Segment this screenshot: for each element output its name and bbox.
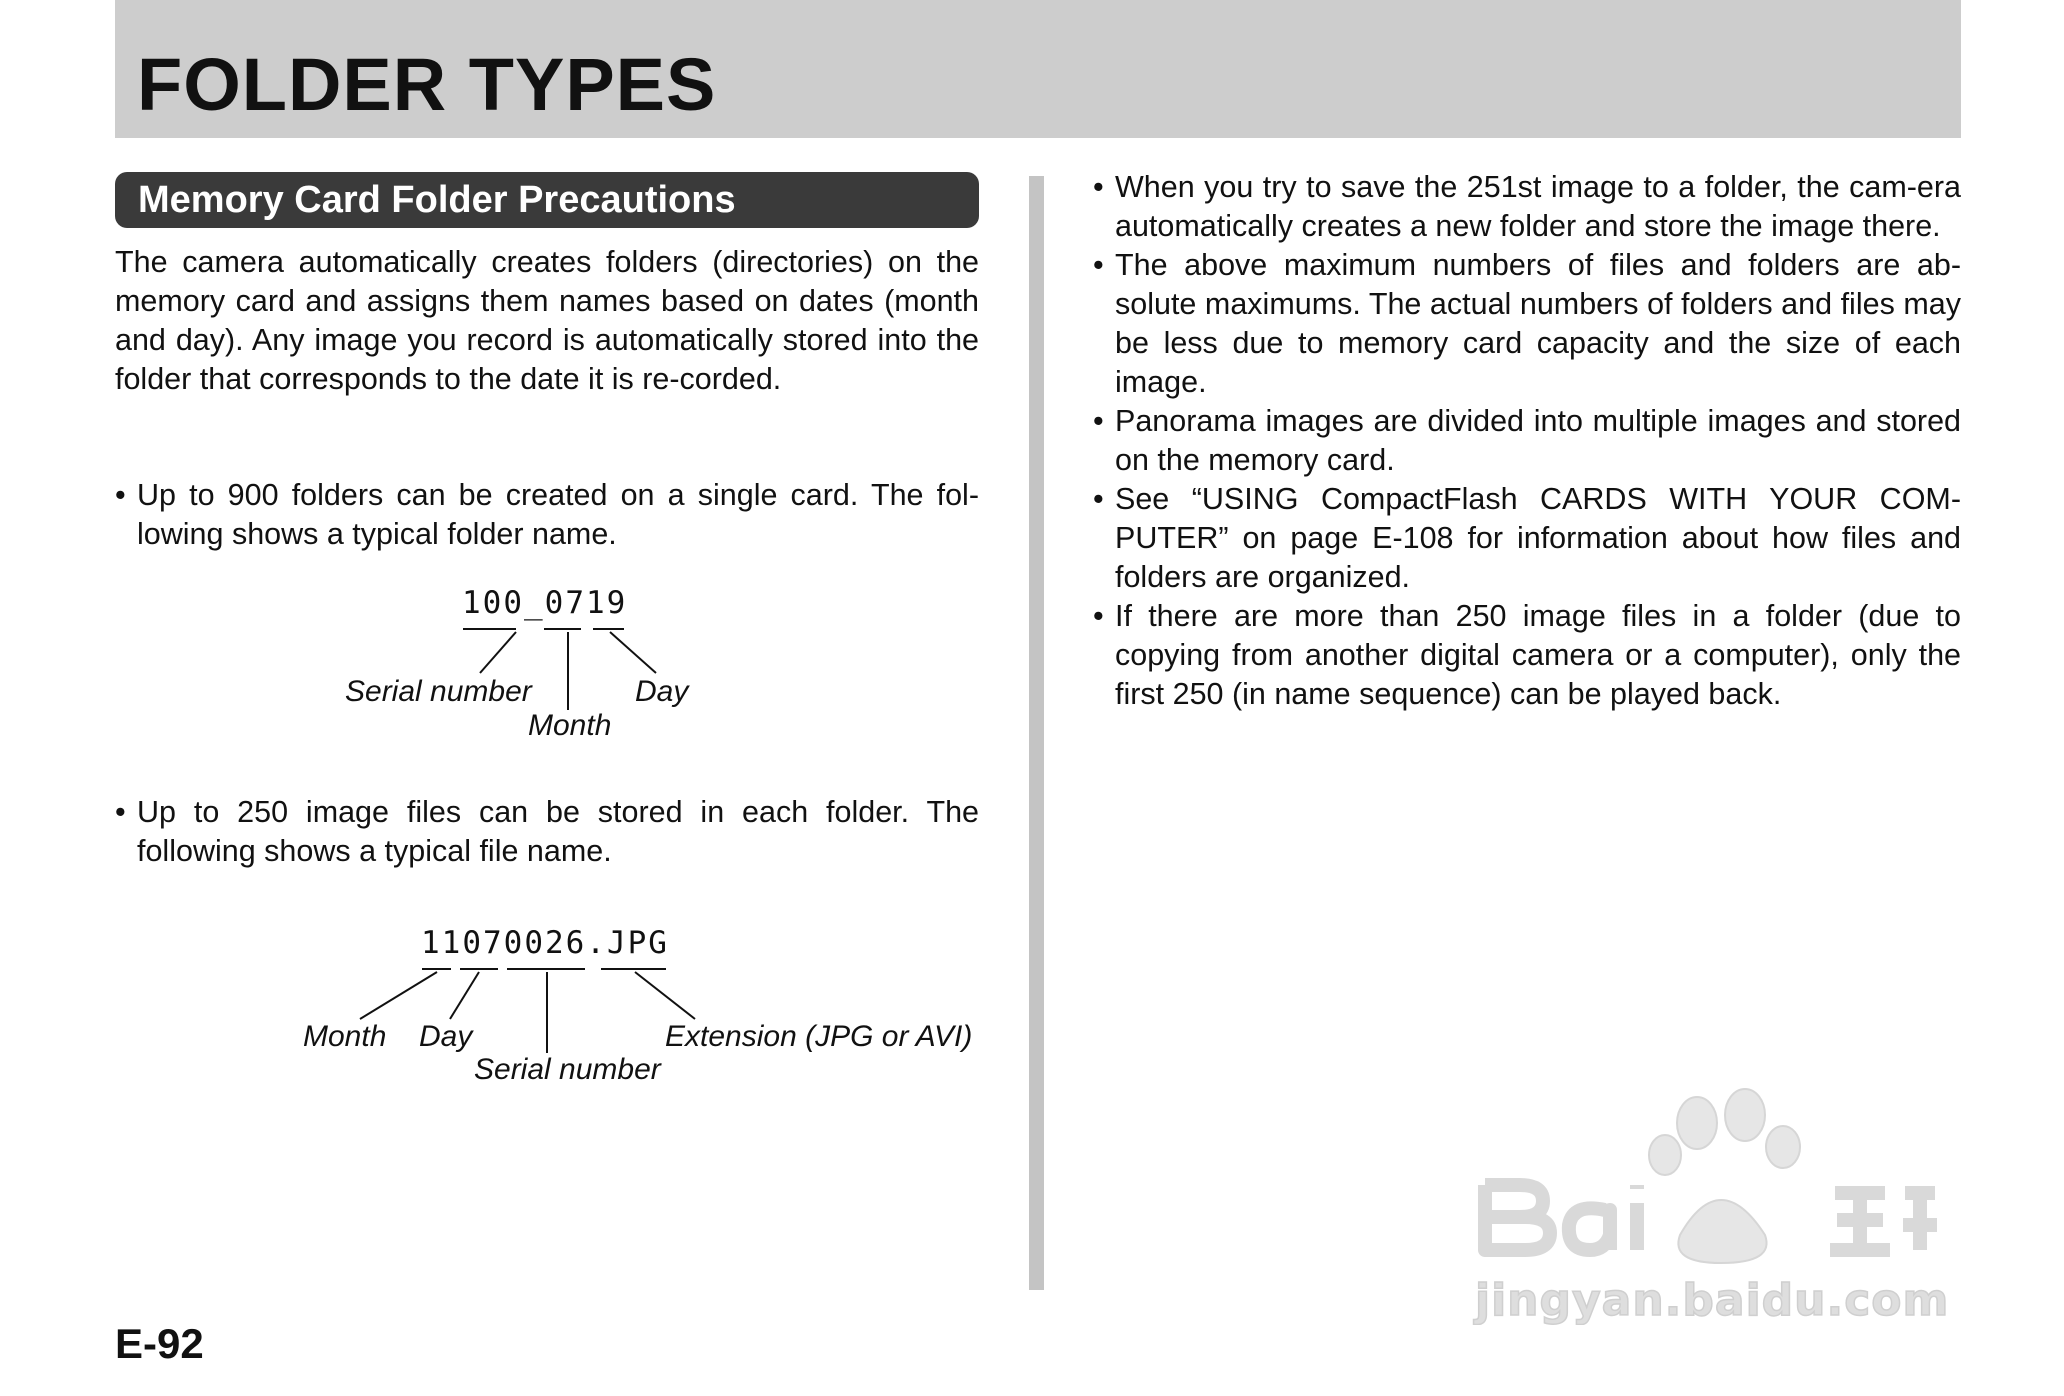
svg-text:jingyan.baidu.com: jingyan.baidu.com xyxy=(1475,1275,1950,1325)
list-item xyxy=(1093,168,1961,246)
bullet-dot: • xyxy=(115,795,126,829)
file-name-diagram xyxy=(295,925,995,1095)
bullet-text: Panorama images are divided into multiple images and stored on the memory card. xyxy=(1115,404,1961,477)
column-divider xyxy=(1029,176,1044,1290)
list-item xyxy=(1093,480,1961,597)
bullet-dot: • xyxy=(1093,482,1104,516)
file-serial-label: Serial number xyxy=(474,1053,661,1086)
folder-day-label: Day xyxy=(635,675,689,708)
file-name: 11070026.JPG xyxy=(421,925,669,961)
bullet-text: See “USING CompactFlash CARDS WITH YOUR COM-PUTER” on page E-108 for information about how files and folders are organized. xyxy=(1115,482,1961,594)
list-item xyxy=(1093,246,1961,402)
bullet-dot: • xyxy=(1093,170,1104,204)
intro-paragraph: The camera automatically creates folders (directories) on the memory card and assigns them names based on dates (month and day). Any image you record is automatically stored into the folder that corresponds to the date it is re-corded. xyxy=(115,245,979,396)
bullet-text: When you try to save the 251st image to a folder, the cam-era automatically creates a new folder and store the image there. xyxy=(1115,170,1961,243)
file-extension-label: Extension (JPG or AVI) xyxy=(665,1020,973,1053)
folder-name-diagram xyxy=(330,585,730,755)
bullet-dot: • xyxy=(1093,248,1104,282)
bullet-text: If there are more than 250 image files in a folder (due to copying from another digital camera or a computer), only the first 250 (in name sequence) can be played back. xyxy=(1115,599,1961,711)
list-item xyxy=(115,476,979,554)
folder-name: 100_0719 xyxy=(462,585,628,621)
bullet-text: Up to 250 image files can be stored in each folder. The following shows a typical file name. xyxy=(137,795,979,868)
page-title: FOLDER TYPES xyxy=(137,43,717,126)
list-item xyxy=(1093,597,1961,714)
page-number: E-92 xyxy=(115,1320,204,1367)
list-item xyxy=(1093,402,1961,480)
bullet-dot: • xyxy=(1093,404,1104,438)
baidu-watermark-logo xyxy=(1465,1085,1955,1325)
right-column xyxy=(1093,168,1961,714)
bullet-text: Up to 900 folders can be created on a single card. The fol-lowing shows a typical folder name. xyxy=(137,478,979,551)
bullet-dot: • xyxy=(1093,599,1104,633)
bullet-text: The above maximum numbers of files and folders are ab-solute maximums. The actual numbers of folders and files may be less due to memory card capacity and the size of each image. xyxy=(1115,248,1961,399)
folder-serial-label: Serial number xyxy=(345,675,532,708)
section-title: Memory Card Folder Precautions xyxy=(138,179,736,221)
folder-month-label: Month xyxy=(528,709,612,742)
file-day-label: Day xyxy=(419,1020,473,1053)
file-month-label: Month xyxy=(303,1020,387,1053)
list-item xyxy=(115,793,979,871)
bullet-dot: • xyxy=(115,478,126,512)
